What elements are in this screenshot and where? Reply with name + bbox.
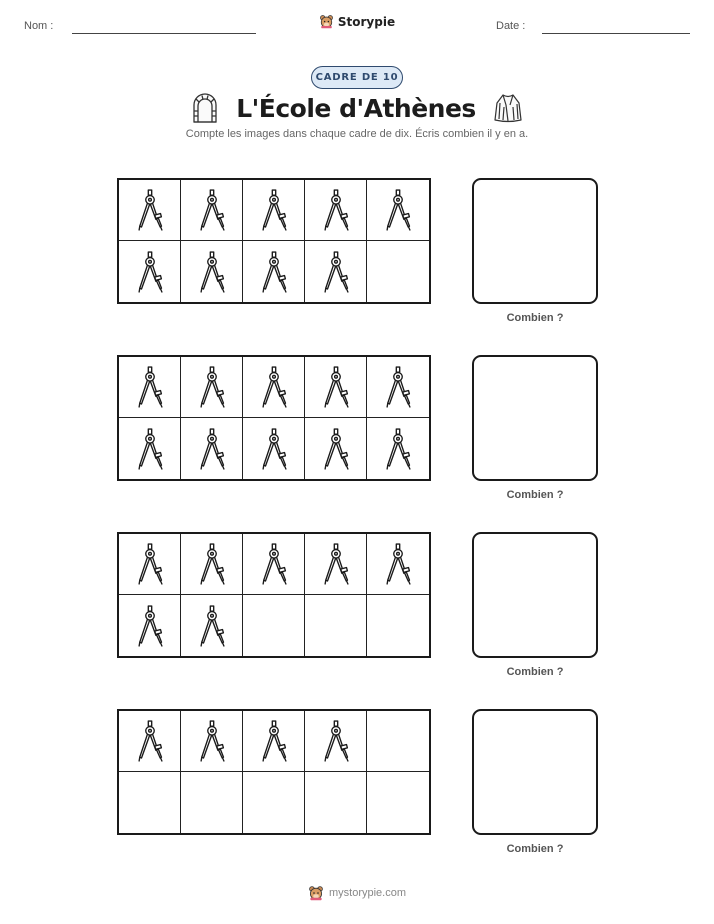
arch-window-icon xyxy=(192,93,218,123)
frame-cell xyxy=(305,772,367,833)
frame-cell xyxy=(243,418,305,479)
drawing-compass-icon xyxy=(381,188,415,232)
answer-box[interactable] xyxy=(472,709,598,835)
combien-label: Combien ? xyxy=(506,312,564,324)
frame-cell xyxy=(243,534,305,595)
drawing-compass-icon xyxy=(195,427,229,471)
frame-cell xyxy=(181,357,243,418)
answer-box[interactable] xyxy=(472,532,598,658)
frame-cell xyxy=(119,534,181,595)
drawing-compass-icon xyxy=(195,188,229,232)
name-label: Nom : xyxy=(24,20,54,32)
frame-cell xyxy=(305,180,367,241)
frame-cell xyxy=(181,180,243,241)
combien-label: Combien ? xyxy=(506,666,564,678)
drawing-compass-icon xyxy=(133,365,167,409)
frame-cell xyxy=(367,357,429,418)
frame-cell xyxy=(305,711,367,772)
ten-frame xyxy=(117,355,431,481)
ten-frame xyxy=(117,532,431,658)
frame-cell xyxy=(181,595,243,656)
frame-cell xyxy=(119,595,181,656)
frame-cell xyxy=(243,241,305,302)
frame-cell xyxy=(243,595,305,656)
drawing-compass-icon xyxy=(195,250,229,294)
frame-cell xyxy=(305,595,367,656)
footer xyxy=(0,885,714,901)
drawing-compass-icon xyxy=(133,604,167,648)
frame-cell xyxy=(181,711,243,772)
frame-cell xyxy=(119,418,181,479)
brand-logo xyxy=(0,14,714,29)
title-row xyxy=(0,90,714,126)
frame-cell xyxy=(367,418,429,479)
drawing-compass-icon xyxy=(319,719,353,763)
frame-cell xyxy=(119,180,181,241)
drawing-compass-icon xyxy=(319,365,353,409)
answer-box[interactable] xyxy=(472,355,598,481)
drawing-compass-icon xyxy=(133,542,167,586)
drawing-compass-icon xyxy=(257,542,291,586)
bear-mascot-icon xyxy=(308,885,324,901)
drawing-compass-icon xyxy=(257,427,291,471)
drawing-compass-icon xyxy=(257,365,291,409)
combien-label: Combien ? xyxy=(506,489,564,501)
frame-cell xyxy=(305,534,367,595)
name-field[interactable] xyxy=(72,33,256,34)
frame-cell xyxy=(181,534,243,595)
frame-cell xyxy=(243,180,305,241)
combien-label: Combien ? xyxy=(506,843,564,855)
frame-cell xyxy=(305,241,367,302)
frame-cell xyxy=(181,772,243,833)
drawing-compass-icon xyxy=(133,427,167,471)
drawing-compass-icon xyxy=(195,365,229,409)
frame-cell xyxy=(367,180,429,241)
answer-box[interactable] xyxy=(472,178,598,304)
frame-cell xyxy=(181,241,243,302)
worksheet-type-badge: CADRE DE 10 xyxy=(311,66,403,89)
bear-mascot-icon xyxy=(319,14,334,29)
frame-cell xyxy=(119,357,181,418)
drawing-compass-icon xyxy=(257,719,291,763)
frame-cell xyxy=(305,357,367,418)
drawing-compass-icon xyxy=(319,427,353,471)
drawing-compass-icon xyxy=(319,188,353,232)
brand-name: Storypie xyxy=(337,14,396,29)
toga-robe-icon xyxy=(494,93,522,123)
page-title: L'École d'Athènes xyxy=(236,93,476,123)
frame-cell xyxy=(243,711,305,772)
drawing-compass-icon xyxy=(195,542,229,586)
instructions: Compte les images dans chaque cadre de dix. Écris combien il y en a. xyxy=(185,128,529,140)
footer-url[interactable]: mystorypie.com xyxy=(328,887,407,899)
drawing-compass-icon xyxy=(381,427,415,471)
drawing-compass-icon xyxy=(319,542,353,586)
drawing-compass-icon xyxy=(133,188,167,232)
date-label: Date : xyxy=(496,20,526,32)
drawing-compass-icon xyxy=(195,719,229,763)
frame-cell xyxy=(367,711,429,772)
drawing-compass-icon xyxy=(195,604,229,648)
frame-cell xyxy=(367,595,429,656)
frame-cell xyxy=(367,772,429,833)
frame-cell xyxy=(367,534,429,595)
frame-cell xyxy=(367,241,429,302)
date-field[interactable] xyxy=(542,33,690,34)
frame-cell xyxy=(119,711,181,772)
frame-cell xyxy=(119,772,181,833)
drawing-compass-icon xyxy=(133,250,167,294)
drawing-compass-icon xyxy=(257,188,291,232)
drawing-compass-icon xyxy=(319,250,353,294)
drawing-compass-icon xyxy=(257,250,291,294)
frame-cell xyxy=(181,418,243,479)
frame-cell xyxy=(243,357,305,418)
drawing-compass-icon xyxy=(133,719,167,763)
frame-cell xyxy=(305,418,367,479)
frame-cell xyxy=(119,241,181,302)
drawing-compass-icon xyxy=(381,542,415,586)
drawing-compass-icon xyxy=(381,365,415,409)
ten-frame xyxy=(117,709,431,835)
ten-frame xyxy=(117,178,431,304)
frame-cell xyxy=(243,772,305,833)
